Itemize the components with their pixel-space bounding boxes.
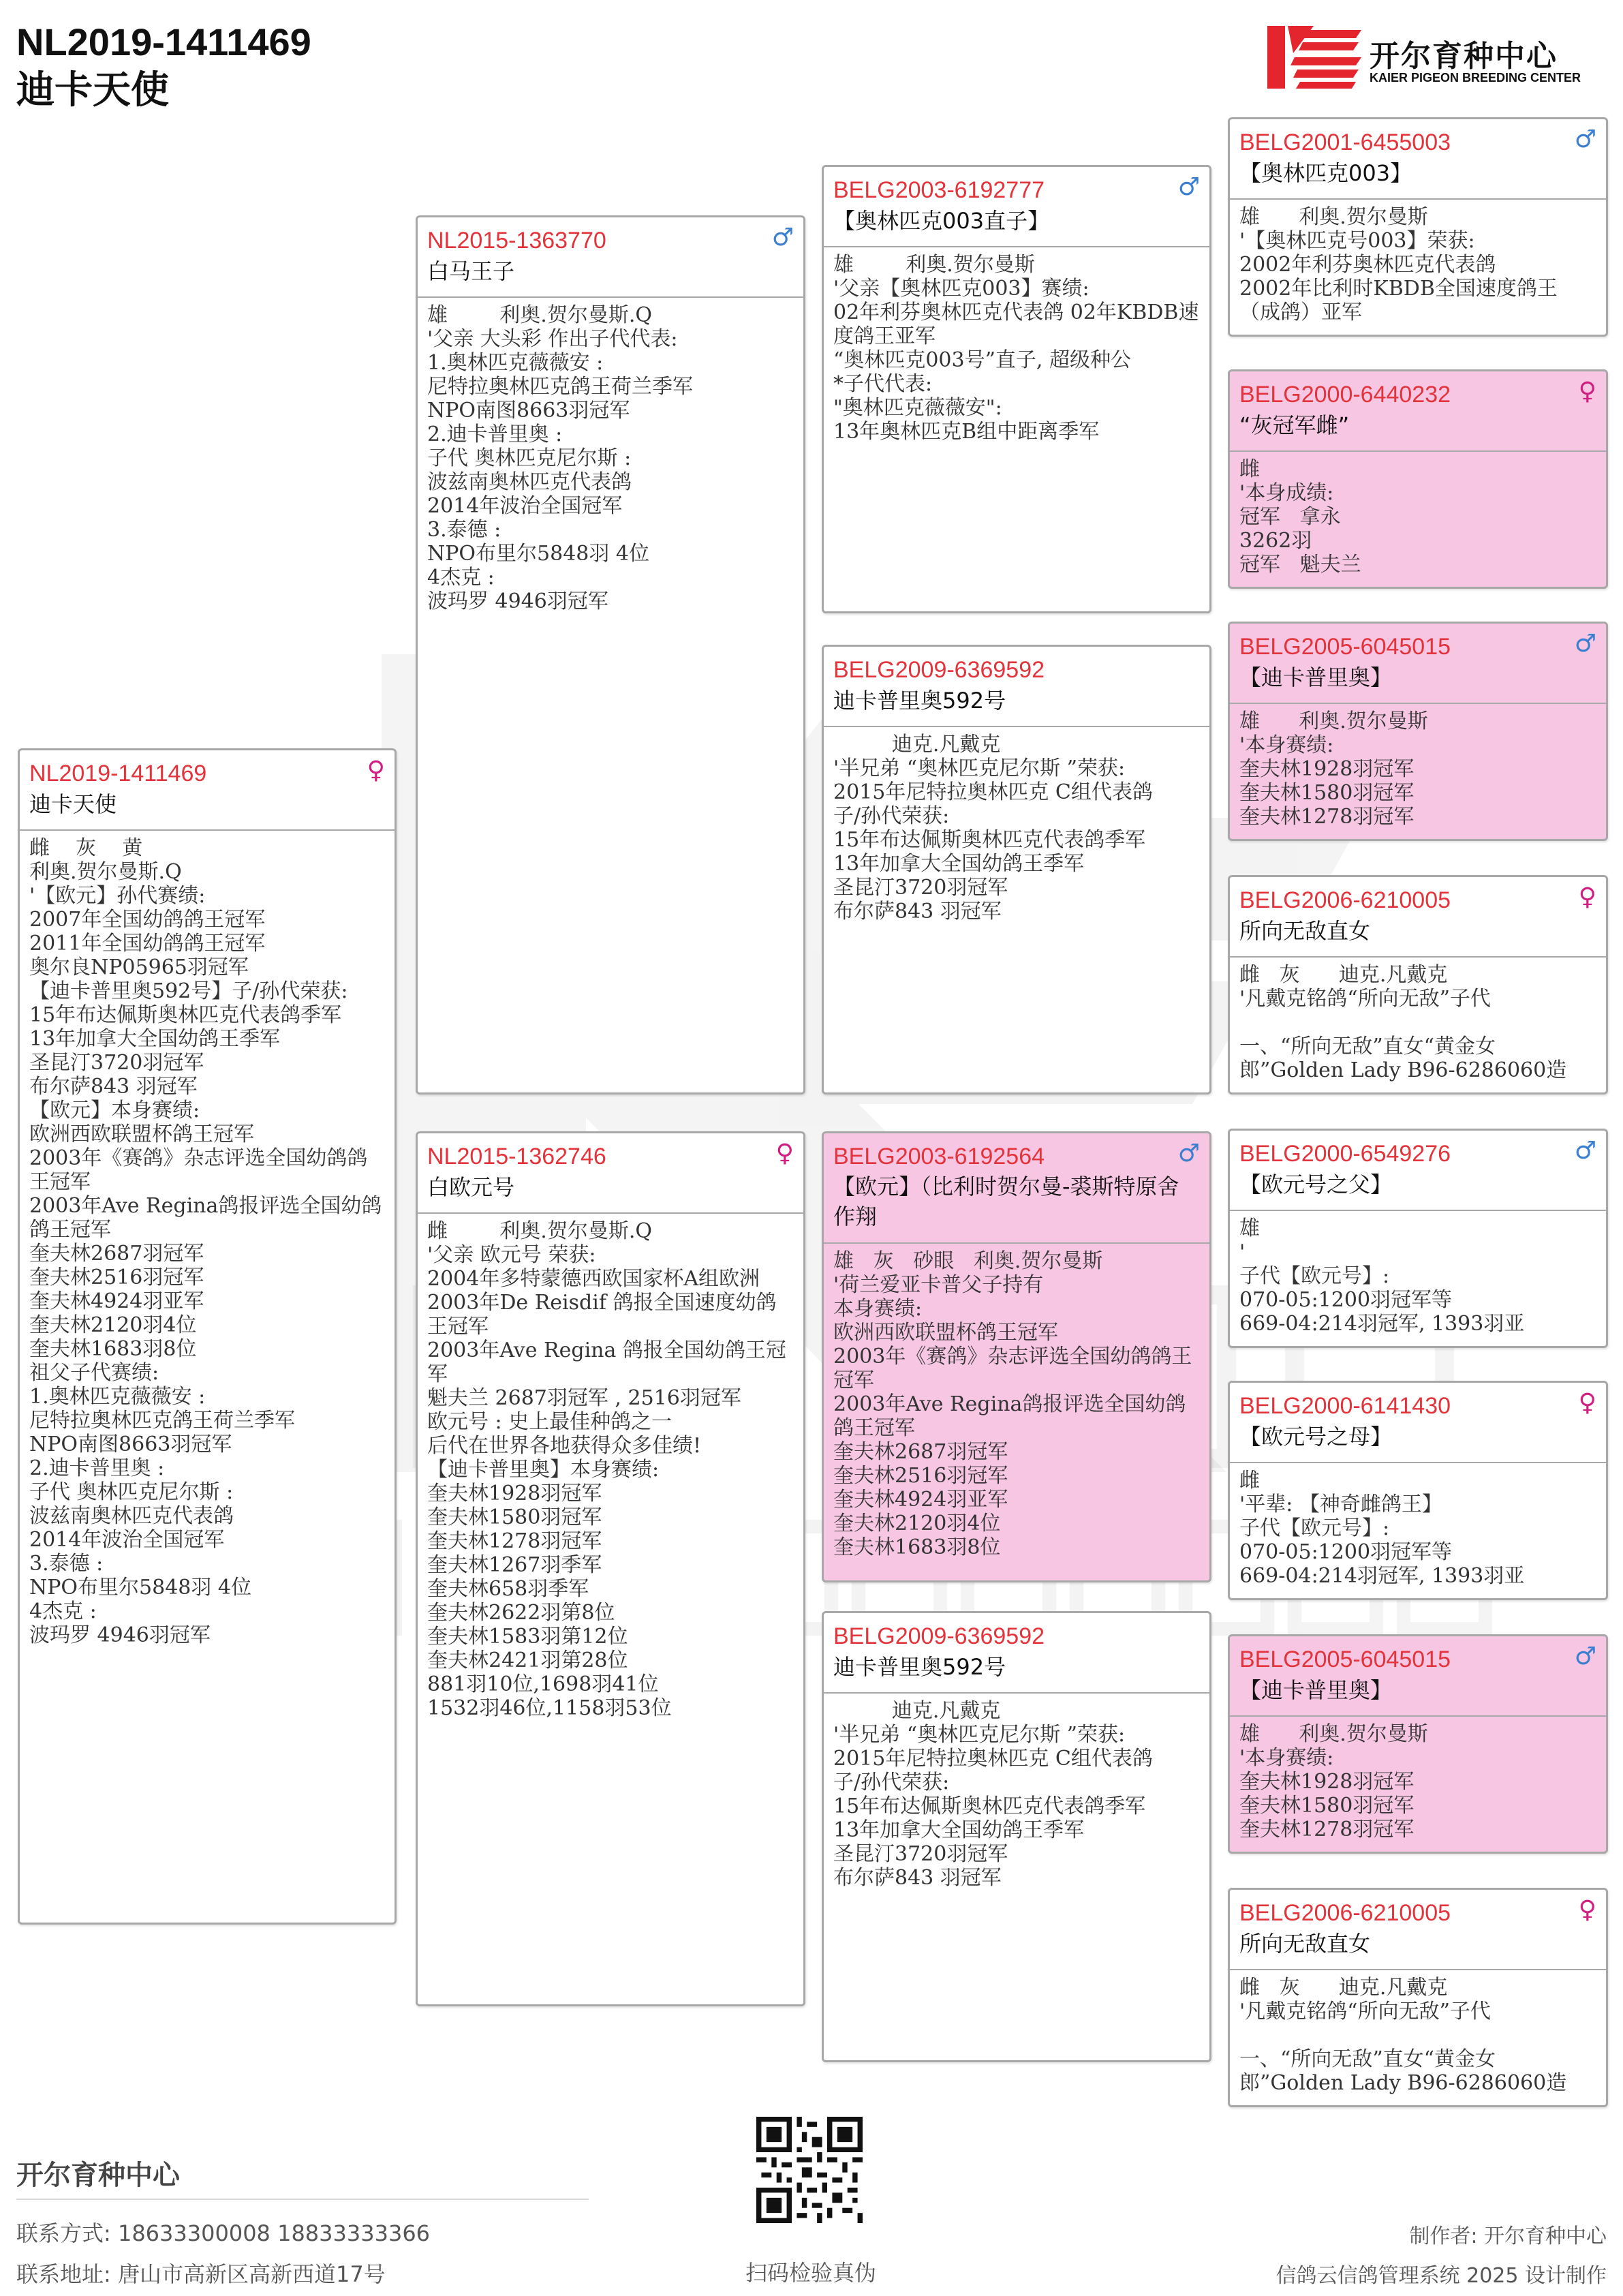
pigeon-name: 【迪卡普里奥】 — [1239, 1677, 1393, 1703]
pigeon-info: 雌 '平辈: 【神奇雌鸽王】 子代【欧元号】: 070-05:1200羽冠军等 669-04:214羽冠军, 1393羽亚 — [1239, 1469, 1525, 1588]
pigeon-info: 雌 '本身成绩: 冠军 拿永 3262羽 冠军 魁夫兰 — [1239, 457, 1361, 577]
male-icon: ♂ — [1574, 630, 1596, 658]
pigeon-card-dam[interactable] — [416, 1131, 805, 2006]
female-icon: ♀ — [1578, 883, 1596, 911]
ring-number: NL2015-1363770 — [427, 228, 606, 254]
pigeon-info: 雄 利奥.贺尔曼斯 '父亲【奥林匹克003】赛绩: 02年利芬奥林匹克代表鸽 02年KBDB速度鸽王亚军 “奥林匹克003号”直子, 超级种公 *子代代表: "奥林匹克薇薇安": 13年奥林匹克B组中距离季军 — [833, 253, 1199, 444]
pigeon-info: 雌 灰 黄 利奥.贺尔曼斯.Q '【欧元】孙代赛绩: 2007年全国幼鸽鸽王冠军 2011年全国幼鸽鸽王冠军 奥尔良NP05965羽冠军 【迪卡普里奥592号】子/孙代荣获: 15年布达佩斯奥林匹克代表鸽季军 13年加拿大全国幼鸽王季军 圣昆汀3720羽冠军 布尔萨843 羽冠军 【欧元】本身赛绩: 欧洲西欧联盟杯鸽王冠军 2003年《赛鸽》杂志评选全国幼鸽鸽王冠军 2003年Ave Regina鸽报评选全国幼鸽鸽王冠军 奎夫林2687羽冠军 奎夫林2516羽冠军 奎夫林4924羽亚军 奎夫林2120羽4位 奎夫林1683羽8位 祖父子代赛绩: 1.奥林匹克薇薇安 : 尼特拉奥林匹克鸽王荷兰季军 NPO南图8663羽冠军 2.迪卡普里奥 : 子代 奥林匹克尼尔斯 : 波兹南奥林匹克代表鸽 2014年波治全国冠军 3.泰德 : NPO布里尔5848羽 4位 4杰克 : 波玛罗 4946羽冠军 — [29, 836, 382, 1647]
male-icon: ♂ — [1574, 1642, 1596, 1670]
pigeon-card-sire-sire[interactable] — [822, 165, 1211, 613]
logo-mark-icon — [1267, 26, 1363, 89]
pigeon-name: 【奥林匹克003直子】 — [833, 208, 1050, 234]
ring-number: NL2019-1411469 — [29, 761, 207, 786]
company-logo — [1267, 26, 1608, 94]
pigeon-card-ddd[interactable] — [1228, 1888, 1608, 2107]
pigeon-card-ssd[interactable] — [1228, 369, 1608, 589]
logo-name-cn: 开尔育种中心 — [1370, 39, 1558, 74]
pigeon-name: 所向无敌直女 — [1239, 918, 1371, 944]
ring-number: BELG2006-6210005 — [1239, 887, 1451, 913]
footer-system: 信鸽云信鸽管理系统 2025 设计制作 — [1276, 2264, 1607, 2288]
pigeon-name: 迪卡普里奥592号 — [833, 688, 1006, 714]
pigeon-card-dss[interactable] — [1228, 1129, 1608, 1348]
pigeon-name: 【欧元号之母】 — [1239, 1424, 1393, 1450]
footer-company: 开尔育种中心 — [16, 2160, 180, 2191]
pigeon-info: 雄 利奥.贺尔曼斯 '本身赛绩: 奎夫林1928羽冠军 奎夫林1580羽冠军 奎夫林1278羽冠军 — [1239, 709, 1428, 829]
pigeon-card-dam-dam[interactable] — [822, 1611, 1211, 2062]
pigeon-info: 迪克.凡戴克 '半兄弟 “奥林匹克尼尔斯 ”荣获: 2015年尼特拉奥林匹克 C组代表鸽 子/孙代荣获: 15年布达佩斯奥林匹克代表鸽季军 13年加拿大全国幼鸽王季军 圣昆汀3720羽冠军 布尔萨843 羽冠军 — [833, 733, 1153, 923]
pigeon-card-dds[interactable] — [1228, 1634, 1608, 1854]
ring-number: BELG2001-6455003 — [1239, 129, 1451, 155]
pigeon-card-subject[interactable] — [18, 748, 397, 1925]
ring-number: BELG2009-6369592 — [833, 657, 1045, 683]
ring-number: BELG2000-6141430 — [1239, 1393, 1451, 1419]
footer-address: 联系地址: 唐山市高新区高新西道17号 — [16, 2261, 386, 2287]
pigeon-info: 雄 灰 砂眼 利奥.贺尔曼斯 '荷兰爱亚卡普父子持有 本身赛绩: 欧洲西欧联盟杯鸽王冠军 2003年《赛鸽》杂志评选全国幼鸽鸽王冠军 2003年Ave Regina鸽报评选全国幼鸽鸽王冠军 奎夫林2687羽冠军 奎夫林2516羽冠军 奎夫林4924羽亚军 奎夫林2120羽4位 奎夫林1683羽8位 — [833, 1249, 1192, 1559]
pigeon-name: 【欧元】（比利时贺尔曼-裘斯特原舍作翔 — [833, 1174, 1179, 1229]
pigeon-card-sss[interactable] — [1228, 117, 1608, 337]
ring-number: BELG2006-6210005 — [1239, 1900, 1451, 1926]
male-icon: ♂ — [1177, 173, 1200, 201]
pigeon-name: 【欧元号之父】 — [1239, 1172, 1393, 1197]
female-icon: ♀ — [775, 1139, 794, 1167]
pigeon-info: 雌 灰 迪克.凡戴克 '凡戴克铭鸽“所向无敌”子代 一、“所向无敌”直女“黄金女郎”Golden Lady B96-6286060造 — [1239, 1976, 1567, 2095]
pigeon-name: 迪卡普里奥592号 — [833, 1654, 1006, 1680]
pigeon-name: 【奥林匹克003】 — [1239, 160, 1412, 186]
male-icon: ♂ — [1574, 1137, 1596, 1165]
pigeon-name: 白马王子 — [427, 258, 515, 284]
pigeon-card-sds[interactable] — [1228, 622, 1608, 841]
pigeon-name: 所向无敌直女 — [1239, 1931, 1371, 1957]
footer-maker: 制作者: 开尔育种中心 — [1409, 2224, 1607, 2248]
pigeon-info: 雄 利奥.贺尔曼斯.Q '父亲 大头彩 作出子代代表: 1.奥林匹克薇薇安 : 尼特拉奥林匹克鸽王荷兰季军 NPO南图8663羽冠军 2.迪卡普里奥 : 子代 奥林匹克尼尔斯 : 波兹南奥林匹克代表鸽 2014年波治全国冠军 3.泰德 : NPO布里尔5848羽 4位 4杰克 : 波玛罗 4946羽冠军 — [427, 303, 693, 613]
pigeon-name: 【迪卡普里奥】 — [1239, 664, 1393, 690]
qr-code-icon[interactable] — [756, 2117, 863, 2223]
pigeon-card-dam-sire[interactable] — [822, 1131, 1211, 1582]
ring-number: BELG2005-6045015 — [1239, 634, 1451, 660]
logo-name-en: KAIER PIGEON BREEDING CENTER — [1370, 71, 1581, 85]
pigeon-card-sire[interactable] — [416, 215, 805, 1095]
female-icon: ♀ — [1578, 1896, 1596, 1924]
pigeon-info: 雄 ' 子代【欧元号】: 070-05:1200羽冠军等 669-04:214羽冠军, 1393羽亚 — [1239, 1216, 1525, 1336]
ring-number: BELG2000-6549276 — [1239, 1141, 1451, 1167]
pigeon-info: 迪克.凡戴克 '半兄弟 “奥林匹克尼尔斯 ”荣获: 2015年尼特拉奥林匹克 C组代表鸽 子/孙代荣获: 15年布达佩斯奥林匹克代表鸽季军 13年加拿大全国幼鸽王季军 圣昆汀3720羽冠军 布尔萨843 羽冠军 — [833, 1699, 1153, 1890]
male-icon: ♂ — [771, 224, 794, 251]
pigeon-name: “灰冠军雌” — [1239, 412, 1350, 438]
pigeon-info: 雌 利奥.贺尔曼斯.Q '父亲 欧元号 荣获: 2004年多特蒙德西欧国家杯A组欧洲 2003年De Reisdif 鸽报全国速度幼鸽王冠军 2003年Ave Regina 鸽报全国幼鸽王冠军 魁夫兰 2687羽冠军 , 2516羽冠军 欧元号 : 史上最佳种鸽之一 后代在世界各地获得众多佳绩! 【迪卡普里奥】本身赛绩: 奎夫林1928羽冠军 奎夫林1580羽冠军 奎夫林1278羽冠军 奎夫林1267羽季军 奎夫林658羽季军 奎夫林2622羽第8位 奎夫林1583羽第12位 奎夫林2421羽第28位 881羽10位,1698羽41位 1532羽46位,1158羽53位 — [427, 1219, 786, 1720]
ring-number: BELG2003-6192777 — [833, 177, 1045, 203]
female-icon: ♀ — [367, 756, 385, 784]
header-pigeon-name: 迪卡天使 — [16, 68, 169, 111]
ring-number: BELG2005-6045015 — [1239, 1647, 1451, 1672]
ring-number: BELG2003-6192564 — [833, 1144, 1045, 1169]
female-icon: ♀ — [1578, 378, 1596, 405]
ring-number: BELG2000-6440232 — [1239, 382, 1451, 408]
female-icon: ♀ — [1578, 1389, 1596, 1417]
ring-number: NL2015-1362746 — [427, 1144, 606, 1169]
ring-number: BELG2009-6369592 — [833, 1623, 1045, 1649]
male-icon: ♂ — [1574, 125, 1596, 153]
header-ring-number: NL2019-1411469 — [16, 20, 311, 63]
footer-contact: 联系方式: 18633300008 18833333366 — [16, 2220, 431, 2246]
pigeon-card-dsd[interactable] — [1228, 1381, 1608, 1600]
pigeon-info: 雄 利奥.贺尔曼斯 '【奥林匹克号003】荣获: 2002年利芬奥林匹克代表鸽 2002年比利时KBDB全国速度鸽王（成鸽）亚军 — [1239, 205, 1558, 324]
male-icon: ♂ — [1177, 1139, 1200, 1167]
pigeon-card-sire-dam[interactable] — [822, 645, 1211, 1095]
pigeon-info: 雌 灰 迪克.凡戴克 '凡戴克铭鸽“所向无敌”子代 一、“所向无敌”直女“黄金女郎”Golden Lady B96-6286060造 — [1239, 963, 1567, 1082]
pigeon-name: 白欧元号 — [427, 1174, 515, 1200]
pigeon-name: 迪卡天使 — [29, 791, 117, 817]
pigeon-info: 雄 利奥.贺尔曼斯 '本身赛绩: 奎夫林1928羽冠军 奎夫林1580羽冠军 奎夫林1278羽冠军 — [1239, 1722, 1428, 1841]
qr-verify-label: 扫码检验真伪 — [745, 2260, 876, 2286]
pigeon-card-sdd[interactable] — [1228, 875, 1608, 1095]
footer-divider — [16, 2199, 589, 2200]
